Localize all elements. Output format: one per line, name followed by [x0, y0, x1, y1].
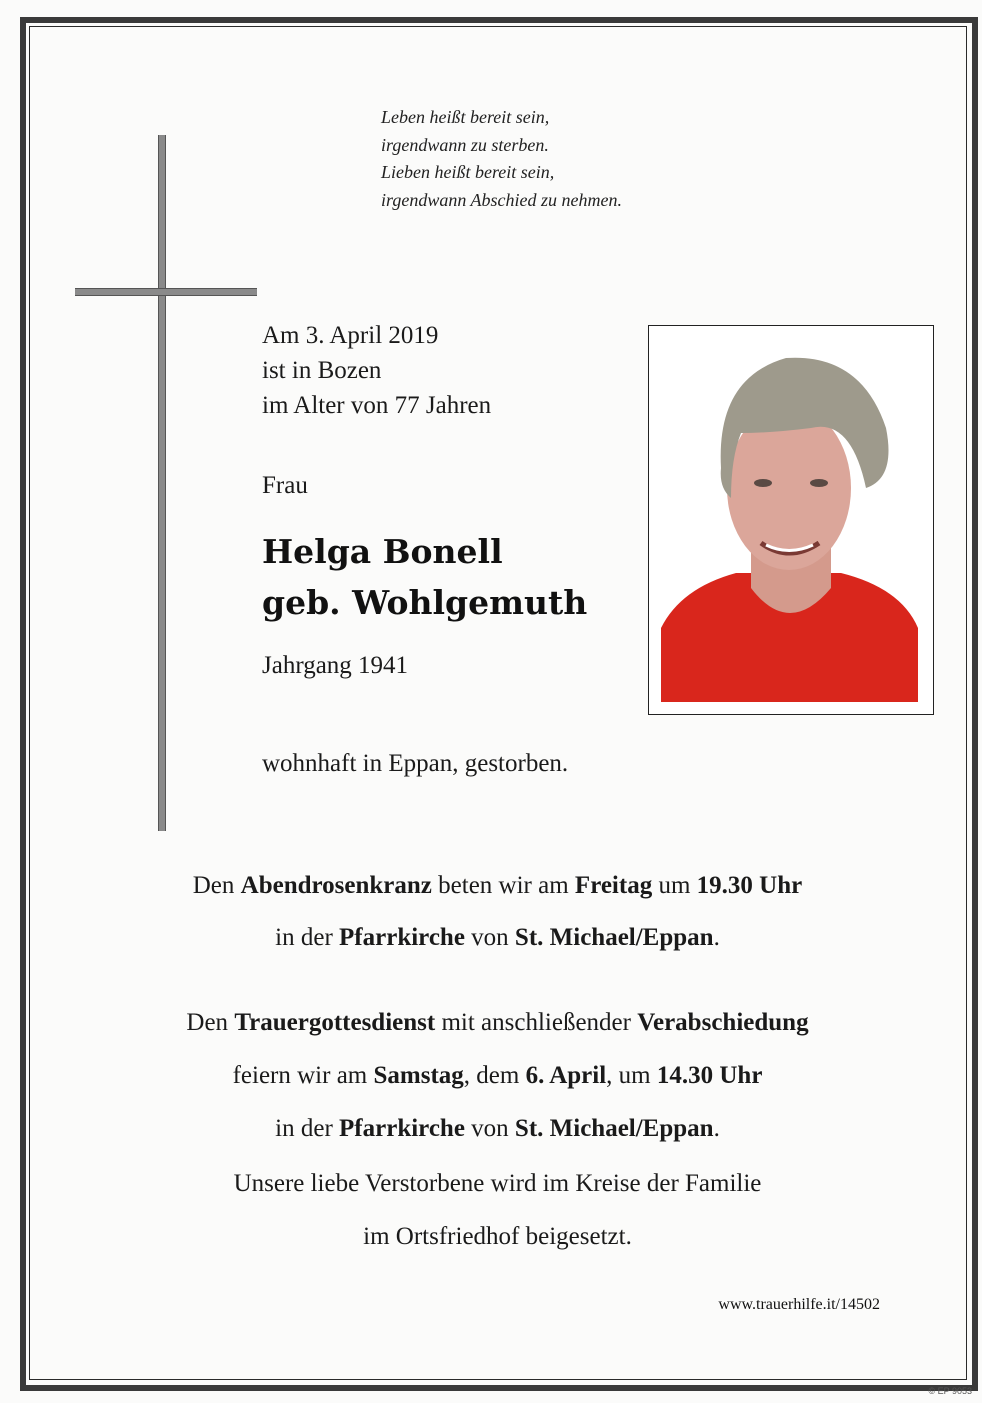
announcement-text: beten wir am [431, 872, 575, 899]
announcement-emphasis: 19.30 Uhr [696, 872, 803, 899]
announcement-text: Den [192, 872, 241, 899]
announcement-line [30, 1223, 965, 1251]
birth-year: Jahrgang 1941 [262, 652, 409, 679]
announcement-text: von [464, 924, 515, 951]
announcement-line [30, 1170, 965, 1198]
cross-icon-vertical [158, 135, 166, 831]
announcement-text: feiern wir am [232, 1062, 374, 1089]
announcement-emphasis: Freitag [574, 872, 653, 899]
quote-line: Lieben heißt bereit sein, [381, 162, 555, 182]
announcement-emphasis: Samstag [373, 1062, 464, 1089]
quote-line: Leben heißt bereit sein, [381, 107, 550, 127]
residence: wohnhaft in Eppan, gestorben. [262, 750, 569, 777]
deceased-name: Helga Bonell [262, 532, 503, 571]
announcement-text: Den [186, 1009, 235, 1036]
copyright: © EP 9053 [928, 1386, 972, 1396]
portrait-photo [661, 338, 918, 702]
announcement-emphasis: Pfarrkirche [339, 924, 465, 951]
death-date: Am 3. April 2019 [262, 322, 439, 349]
age: im Alter von 77 Jahren [262, 392, 492, 419]
quote-line: irgendwann Abschied zu nehmen. [381, 189, 622, 210]
announcement-text: in der [275, 1115, 340, 1142]
announcement-line [30, 1115, 965, 1143]
announcement-emphasis: Pfarrkirche [339, 1115, 465, 1142]
announcement-text: in der [275, 924, 340, 951]
announcement-text: um [652, 872, 697, 899]
announcement-text: , dem [463, 1062, 526, 1089]
portrait-frame [648, 325, 934, 715]
quote-line: irgendwann zu sterben. [381, 134, 549, 155]
announcement-emphasis: St. Michael/Eppan [514, 1115, 714, 1142]
announcement-text: . [713, 1115, 720, 1142]
announcement-text: von [464, 1115, 515, 1142]
announcement-line [30, 924, 965, 952]
announcement-line [30, 872, 965, 900]
announcement-line [30, 1009, 965, 1037]
quote [381, 104, 622, 214]
salutation: Frau [262, 472, 308, 499]
announcement-text: mit anschließender [435, 1009, 638, 1036]
announcement-emphasis: Trauergottesdienst [234, 1009, 436, 1036]
website-link[interactable]: www.trauerhilfe.it/14502 [718, 1296, 880, 1313]
announcement-emphasis: Abendrosenkranz [240, 872, 432, 899]
announcement-emphasis: St. Michael/Eppan [514, 924, 714, 951]
maiden-name: geb. Wohlgemuth [262, 583, 588, 622]
announcement-text: , um [606, 1062, 657, 1089]
announcement-emphasis: 6. April [525, 1062, 607, 1089]
announcement-emphasis: Verabschiedung [637, 1009, 809, 1036]
announcement-line [30, 1062, 965, 1090]
announcement-text: . [713, 924, 720, 951]
death-place: ist in Bozen [262, 357, 382, 384]
announcement-text: im Ortsfriedhof beigesetzt. [363, 1223, 632, 1250]
cross-icon-horizontal [75, 288, 257, 296]
announcement-text: Unsere liebe Verstorbene wird im Kreise der Familie [233, 1170, 762, 1197]
announcement-emphasis: 14.30 Uhr [656, 1062, 763, 1089]
